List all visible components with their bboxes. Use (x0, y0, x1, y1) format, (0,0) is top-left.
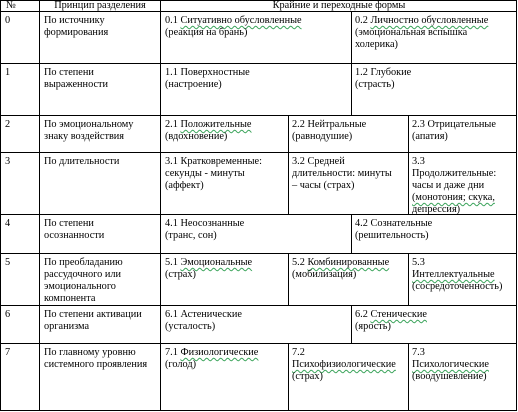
form-line: Продолжительные: (412, 168, 497, 179)
principle-line: По главному уровню (44, 347, 136, 358)
form-title: Нейтральные (307, 119, 367, 130)
form-line: секунды - минуты (165, 168, 245, 179)
form-line: часы и даже дни (412, 180, 485, 191)
form-code: 7.2 (292, 347, 305, 358)
form-line: (транс, сон) (165, 230, 217, 241)
form-line: (страсть) (355, 79, 395, 90)
form-title: Эмоциональные (180, 257, 253, 268)
form-code: 5.3 (412, 257, 425, 268)
form-title: Сознательные (370, 218, 433, 229)
form-code: 7.3 (412, 347, 425, 358)
principle-line: системного проявления (44, 359, 148, 370)
form-code: 6.2 (355, 309, 368, 320)
form-title: Глубокие (370, 67, 412, 78)
row-number: 6 (5, 309, 11, 320)
principle-line: знаку воздействия (44, 131, 125, 142)
principle-line: компонента (44, 293, 96, 304)
form-line: (апатия) (412, 131, 448, 142)
form-line: Интеллектуальные (412, 269, 495, 280)
form-cell-heading (355, 309, 427, 321)
form-code: 1.1 (165, 67, 178, 78)
form-line: (усталость) (165, 321, 216, 332)
form-title: Ситуативно обусловленные (180, 15, 302, 26)
form-code: 3.1 (165, 156, 178, 167)
form-cell-heading (165, 257, 252, 269)
form-cell-heading (165, 156, 262, 168)
form-title: Физиологические (180, 347, 259, 358)
form-line: (мобилизация) (292, 269, 357, 280)
form-cell-heading (165, 15, 302, 27)
form-code: 5.1 (165, 257, 178, 268)
form-cell-heading (355, 218, 432, 230)
form-cell-heading (165, 309, 242, 321)
form-line: Психофизиологические (292, 359, 396, 370)
form-line: Психологические (412, 359, 489, 370)
form-line: (решительность) (355, 230, 429, 241)
form-cell-heading (355, 67, 411, 79)
form-line: (вдохновение) (165, 131, 228, 142)
form-line: (воодушевление) (412, 371, 487, 382)
form-title: Стенические (370, 309, 427, 320)
form-title: Положительные (180, 119, 252, 130)
form-code: 2.1 (165, 119, 178, 130)
form-line: (настроение) (165, 79, 222, 90)
form-line: (равнодушие) (292, 131, 353, 142)
principle-line: эмоционального (44, 281, 116, 292)
form-cell-heading (165, 347, 258, 359)
form-code: 6.1 (165, 309, 178, 320)
form-cell-heading (292, 257, 389, 269)
form-cell-heading (412, 119, 496, 131)
row-number: 4 (5, 218, 11, 229)
form-title: Отрицательные (427, 119, 496, 130)
form-code: 3.2 (292, 156, 305, 167)
form-code: 2.2 (292, 119, 305, 130)
form-title: Неосознанные (180, 218, 245, 229)
principle-line: рассудочного или (44, 269, 122, 280)
form-line: (эмоциональная вспышка (355, 27, 468, 38)
form-line: (голод) (165, 359, 197, 370)
principle-line: выраженности (44, 79, 109, 90)
row-number: 2 (5, 119, 11, 130)
principle-line: По степени (44, 218, 94, 229)
form-cell-heading (165, 67, 250, 79)
form-code: 3.3 (412, 156, 425, 167)
header-forms: Крайние и переходные формы (272, 0, 406, 11)
principle-line: По степени активации (44, 309, 142, 320)
principle-line: По длительности (44, 156, 120, 167)
principle-line: По преобладанию (44, 257, 123, 268)
row-number: 0 (5, 15, 11, 26)
row-number: 3 (5, 156, 11, 167)
row-number: 1 (5, 67, 11, 78)
form-cell-heading (292, 156, 345, 168)
form-line: (страх) (292, 371, 323, 382)
form-code: 4.2 (355, 218, 368, 229)
principle-line: По источнику (44, 15, 105, 26)
form-line: (монотония; скука, (412, 192, 495, 203)
form-title: Средней (307, 156, 345, 167)
form-code: 5.2 (292, 257, 305, 268)
form-code: 7.1 (165, 347, 178, 358)
row-number: 5 (5, 257, 11, 268)
form-line: (аффект) (165, 180, 204, 191)
form-code: 2.3 (412, 119, 425, 130)
form-cell-heading (165, 119, 251, 131)
header-principle: Принцип разделения (54, 0, 146, 11)
principle-line: формирования (44, 27, 109, 38)
principle-line: организма (44, 321, 90, 332)
form-title: Астенические (180, 309, 242, 320)
form-line: (ярость) (355, 321, 391, 332)
form-title: Комбинированные (307, 257, 390, 268)
form-code: 0.1 (165, 15, 178, 26)
form-line: (сосредоточенность) (412, 281, 503, 292)
principle-line: По степени (44, 67, 94, 78)
form-cell-heading (165, 218, 244, 230)
row-number: 7 (5, 347, 11, 358)
principle-line: По эмоциональному (44, 119, 134, 130)
form-line: – часы (страх) (292, 180, 355, 191)
form-title: Личностно обусловленные (370, 15, 489, 26)
form-code: 0.2 (355, 15, 368, 26)
header-num: № (6, 0, 16, 11)
form-line: холерика) (355, 39, 398, 50)
form-line: (реакция на брань) (165, 27, 248, 38)
form-title: Кратковременные: (180, 156, 262, 167)
form-code: 1.2 (355, 67, 368, 78)
form-line: (страх) (165, 269, 196, 280)
form-code: 4.1 (165, 218, 178, 229)
form-line: депрессия) (412, 204, 461, 215)
form-cell-heading (292, 119, 366, 131)
form-title: Поверхностные (180, 67, 250, 78)
principle-line: осознанности (44, 230, 105, 241)
form-cell-heading (355, 15, 488, 27)
form-line: длительности: минуты (292, 168, 392, 179)
